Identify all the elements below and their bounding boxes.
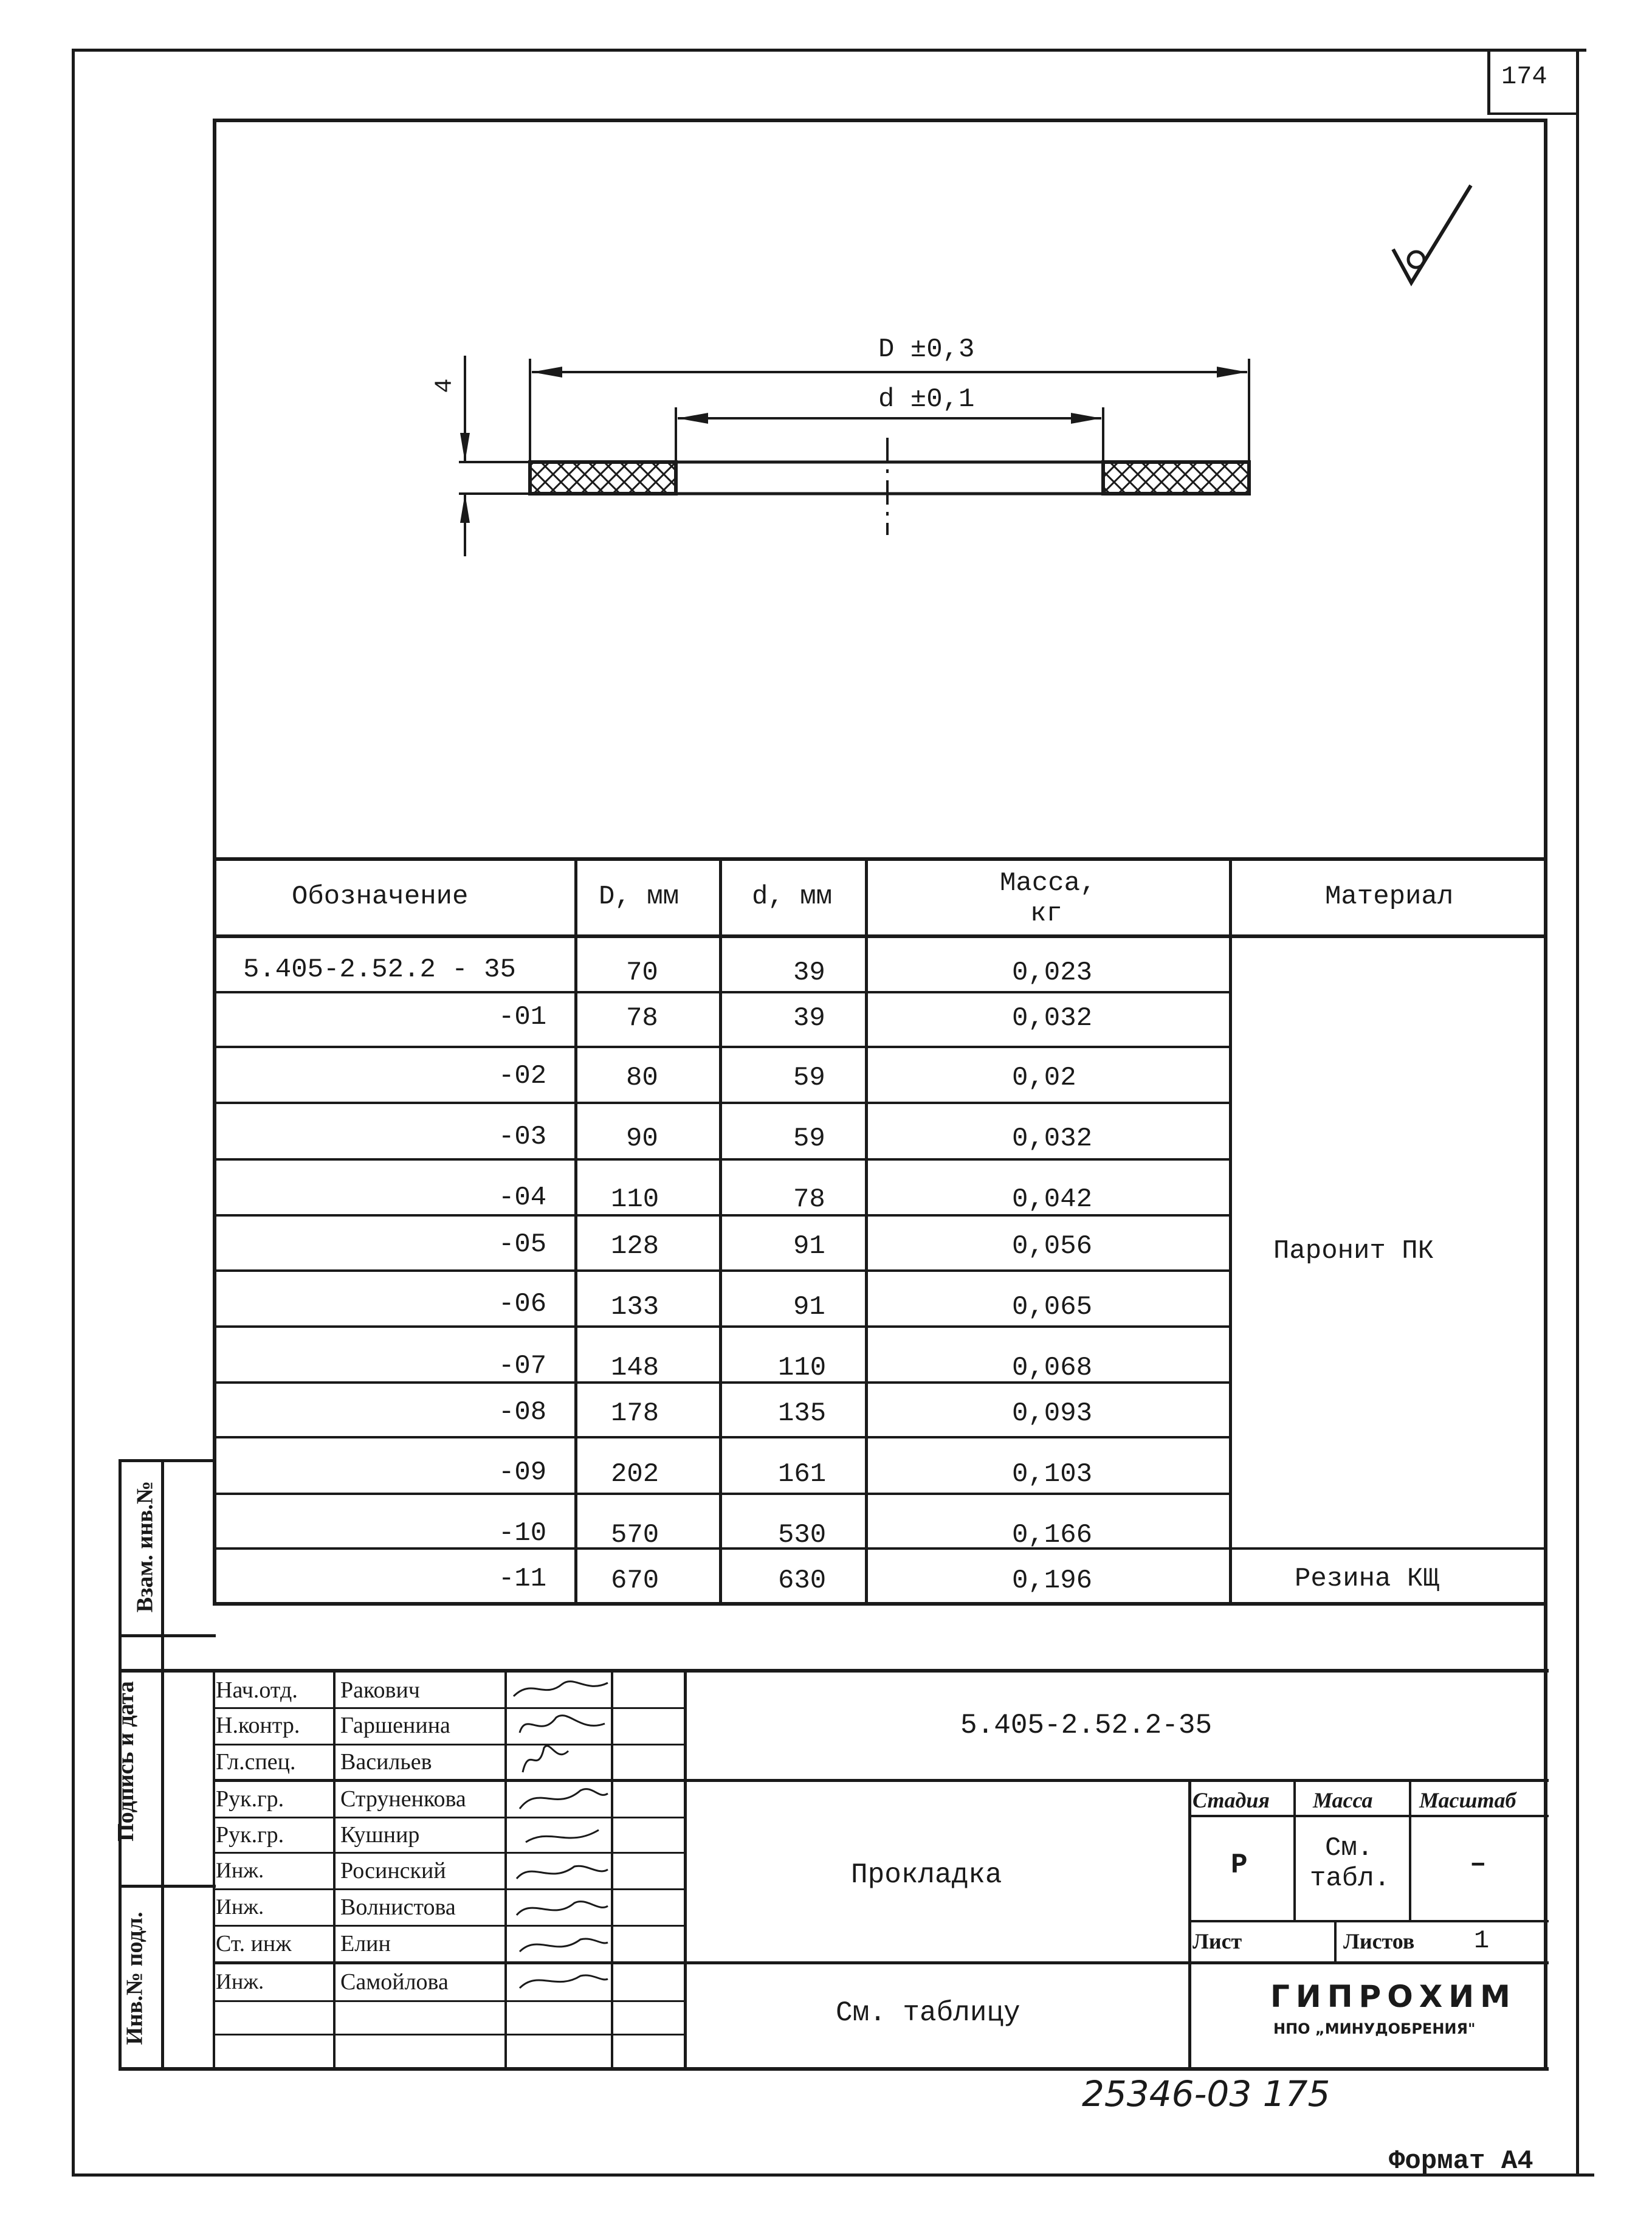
row-d: 110: [778, 1353, 827, 1383]
row-mass: 0,032: [1012, 1003, 1093, 1034]
scale-value: –: [1470, 1848, 1487, 1880]
row-d: 530: [778, 1520, 827, 1550]
row-designation: -06: [498, 1289, 547, 1319]
staff-role: Рук.гр.: [216, 1822, 284, 1848]
staff-name: Росинский: [340, 1858, 446, 1883]
stamp-col-mid: [161, 1459, 164, 2070]
header-material: Материал: [1325, 882, 1454, 912]
col-line-4: [1229, 857, 1232, 1604]
stage-label: Стадия: [1193, 1788, 1270, 1812]
staff-row-line: [213, 2000, 687, 2002]
dimension-thickness: [459, 356, 530, 556]
stamp-top: [119, 1459, 216, 1462]
staff-role: Инж.: [216, 1894, 264, 1919]
sheet-col: [1334, 1920, 1337, 1963]
staff-col-4: [684, 1669, 687, 2070]
row-line: [213, 991, 1230, 993]
header-mass-line2: кг: [1030, 899, 1062, 929]
signatures: [508, 1672, 611, 2000]
dimension-d: [676, 407, 1103, 462]
row-designation: -09: [498, 1457, 547, 1488]
document-code: 5.405-2.52.2-35: [960, 1710, 1213, 1741]
row-D: 70: [626, 958, 658, 988]
sheets-value: 1: [1474, 1926, 1490, 1955]
stage-col-1: [1293, 1779, 1296, 1922]
staff-row-line: [213, 1852, 687, 1854]
staff-row-line: [213, 1744, 687, 1745]
staff-col-3: [611, 1669, 613, 2070]
handwritten-number: 25346-03 175: [1082, 2073, 1330, 2115]
stamp-inv: Инв.№ подл.: [122, 1911, 148, 2045]
row-D: 78: [626, 1003, 658, 1034]
sheets-label: Листов: [1343, 1929, 1415, 1953]
col-line-3: [865, 857, 868, 1604]
outer-frame-bottom: [72, 2173, 1594, 2177]
row-d: 161: [778, 1459, 827, 1490]
staff-name: Васильев: [340, 1749, 432, 1775]
row-mass: 0,103: [1012, 1459, 1093, 1490]
row-D: 128: [611, 1231, 659, 1262]
table-bottom-line: [213, 1602, 1547, 1606]
row-D: 202: [611, 1459, 659, 1490]
staff-role: Инж.: [216, 1858, 264, 1882]
staff-col-left: [213, 1669, 215, 2070]
row-d: 630: [778, 1566, 827, 1596]
staff-row-line: [213, 1888, 687, 1890]
staff-row-line-major: [213, 1779, 1549, 1782]
table-header-bottom-line: [213, 934, 1547, 938]
row-line: [213, 1269, 1230, 1272]
stage-col-2: [1409, 1779, 1411, 1922]
row-D: 80: [626, 1063, 658, 1093]
staff-row-line: [213, 1925, 687, 1927]
table-top-line: [213, 857, 1547, 861]
sheet-row-line: [1188, 1920, 1549, 1922]
row-mass: 0,042: [1012, 1184, 1093, 1215]
row-d: 59: [793, 1063, 825, 1093]
row-line: [213, 1493, 1230, 1495]
material-rubber: Резина КЩ: [1295, 1564, 1439, 1594]
row-d: 59: [793, 1124, 825, 1154]
row-designation: 5.405-2.52.2 - 35: [243, 955, 516, 985]
staff-role: Рук.гр.: [216, 1786, 284, 1812]
right-block-left-line: [1188, 1779, 1191, 2070]
sheet-number: 174: [1501, 62, 1547, 91]
staff-role: Гл.спец.: [216, 1749, 296, 1775]
stamp-vzam: Взам. инв.№: [132, 1480, 158, 1613]
row-line: [213, 1158, 1230, 1161]
material-paronit: Паронит ПК: [1273, 1236, 1434, 1266]
staff-name: Самойлова: [340, 1969, 449, 1995]
row-line-material-split: [213, 1547, 1547, 1550]
header-mass-line1: Масса,: [1000, 868, 1096, 899]
staff-name: Гаршенина: [340, 1713, 450, 1738]
staff-name: Волнистова: [340, 1894, 456, 1920]
row-D: 670: [611, 1566, 659, 1596]
row-designation: -02: [498, 1061, 547, 1091]
staff-row-line: [213, 1817, 687, 1818]
row-d: 91: [793, 1231, 825, 1262]
row-designation: -08: [498, 1397, 547, 1428]
staff-role: Ст. инж: [216, 1931, 292, 1956]
row-line: [213, 1102, 1230, 1104]
staff-col-1: [333, 1669, 336, 2070]
row-mass: 0,032: [1012, 1124, 1093, 1154]
row-line: [213, 1046, 1230, 1048]
row-designation: -03: [498, 1122, 547, 1152]
row-D: 90: [626, 1124, 658, 1154]
row-designation: -10: [498, 1518, 547, 1549]
row-designation: -05: [498, 1229, 547, 1260]
row-mass: 0,196: [1012, 1566, 1093, 1596]
stamp-podpis: Подпись и дата: [112, 1681, 139, 1842]
format-label: Формат А4: [1389, 2146, 1533, 2177]
mass-value-1: См.: [1325, 1833, 1374, 1863]
org-name: ГИПРОХИМ: [1270, 1979, 1516, 2014]
staff-role: Инж.: [216, 1969, 264, 1994]
row-mass: 0,068: [1012, 1353, 1093, 1383]
row-mass: 0,093: [1012, 1398, 1093, 1429]
stamp-split-1: [119, 1634, 216, 1637]
staff-name: Ракович: [340, 1677, 420, 1703]
row-designation: -04: [498, 1183, 547, 1213]
row-D: 570: [611, 1520, 659, 1550]
dim-d-label: d ±0,1: [878, 384, 975, 415]
header-D: D, мм: [599, 882, 680, 912]
sheet-label: Лист: [1193, 1929, 1242, 1953]
gasket-drawing: [0, 0, 1652, 863]
part-name: Прокладка: [851, 1859, 1002, 1891]
mass-value-2: табл.: [1310, 1863, 1391, 1894]
row-d: 39: [793, 1003, 825, 1034]
row-mass: 0,065: [1012, 1292, 1093, 1322]
row-mass: 0,166: [1012, 1520, 1093, 1550]
staff-name: Елин: [340, 1931, 391, 1956]
stage-value: Р: [1231, 1849, 1248, 1881]
stage-header-line: [1188, 1815, 1549, 1817]
gasket-section: [530, 438, 1249, 535]
staff-role: Н.контр.: [216, 1713, 300, 1738]
staff-role: Нач.отд.: [216, 1677, 298, 1703]
scale-label: Масштаб: [1419, 1788, 1516, 1812]
row-mass: 0,056: [1012, 1231, 1093, 1262]
staff-row-line: [213, 1707, 687, 1709]
mass-label: Масса: [1313, 1788, 1373, 1812]
row-D: 110: [611, 1184, 659, 1215]
dim-thickness-label: 4: [431, 378, 459, 393]
row-designation: -11: [498, 1564, 547, 1594]
header-d: d, мм: [752, 882, 833, 912]
row-designation: -07: [498, 1351, 547, 1381]
stamp-split-2: [119, 1885, 216, 1888]
col-line-1: [574, 857, 577, 1604]
row-d: 135: [778, 1398, 827, 1429]
staff-name: Кушнир: [340, 1822, 420, 1848]
row-d: 78: [793, 1184, 825, 1215]
row-designation: -01: [498, 1002, 547, 1032]
staff-row-line: [213, 2034, 687, 2035]
roughness-symbol: [1393, 185, 1471, 283]
org-subtitle: НПО „МИНУДОБРЕНИЯ": [1273, 2020, 1476, 2037]
row-D: 178: [611, 1398, 659, 1429]
row-mass: 0,023: [1012, 958, 1093, 988]
dim-D-label: D ±0,3: [878, 334, 975, 365]
col-line-2: [719, 857, 722, 1604]
row-mass: 0,02: [1012, 1063, 1076, 1093]
staff-name: Струненкова: [340, 1786, 466, 1812]
row-D: 133: [611, 1292, 659, 1322]
row-d: 91: [793, 1292, 825, 1322]
row-d: 39: [793, 958, 825, 988]
header-designation: Обозначение: [292, 882, 469, 912]
row-D: 148: [611, 1353, 659, 1383]
row-line: [213, 1436, 1230, 1438]
staff-row-line-major: [213, 1961, 1549, 1964]
staff-col-2: [504, 1669, 507, 2070]
row-line: [213, 1325, 1230, 1328]
part-material: См. таблицу: [836, 1997, 1020, 2029]
